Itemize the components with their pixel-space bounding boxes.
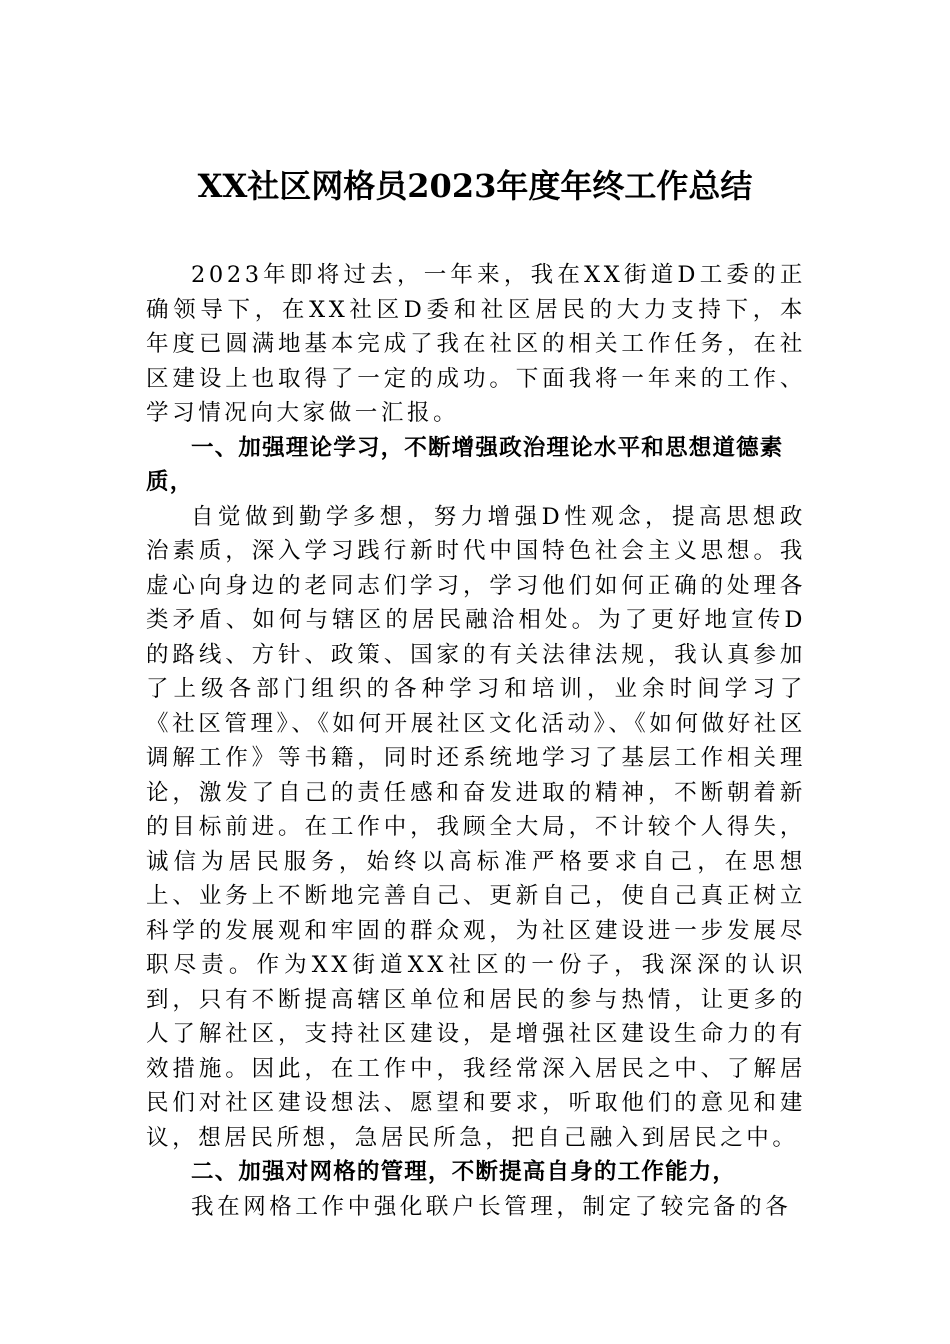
section-heading-2: 二、加强对网格的管理，不断提高自身的工作能力， [191, 1159, 737, 1185]
section-2-paragraph: 我在网格工作中强化联户长管理，制定了较完备的各 [191, 1193, 792, 1220]
section-1-paragraph: 自觉做到勤学多想，努力增强D性观念，提高思想政治素质，深入学习践行新时代中国特色社会主义思想。我虚心向身边的老同志们学习，学习他们如何正确的处理各类矛盾、如何与辖区的居民融洽相处。为了更好地宣传D的路线、方针、政策、国家的有关法律法规，我认真参加了上级各部门组织的各种学习和培训，业余时间学习了《社区管理》、《如何开展社区文化活动》、《如何做好社区调解工作》等书籍，同时还系统地学习了基层工作相关理论，激发了自己的责任感和奋发进取的精神，不断朝着新的目标前进。在工作中，我顾全大局，不计较个人得失，诚信为居民服务，始终以高标准严格要求自己，在思想上、业务上不断地完善自己、更新自己，使自己真正树立科学的发展观和牢固的群众观，为社区建设进一步发展尽职尽责。作为XX街道XX社区的一份子，我深深的认识到，只有不断提高辖区单位和居民的参与热情，让更多的人了解社区，支持社区建设，是增强社区建设生命力的有效措施。因此，在工作中，我经常深入居民之中、了解居民们对社区建设想法、愿望和要求，听取他们的意见和建议，想居民所想，急居民所急，把自己融入到居民之中。 [146, 503, 806, 1151]
document-body [146, 258, 806, 1224]
document-title: XX社区网格员2023年度年终工作总结 [197, 167, 753, 205]
section-heading-1: 一、加强理论学习，不断增强政治理论水平和思想道德素质， [146, 434, 784, 495]
intro-paragraph: 2023年即将过去，一年来，我在XX街道D工委的正确领导下，在XX社区D委和社区居民的大力支持下，本年度已圆满地基本完成了我在社区的相关工作任务，在社区建设上也取得了一定的成功。下面我将一年来的工作、学习情况向大家做一汇报。 [146, 262, 806, 426]
